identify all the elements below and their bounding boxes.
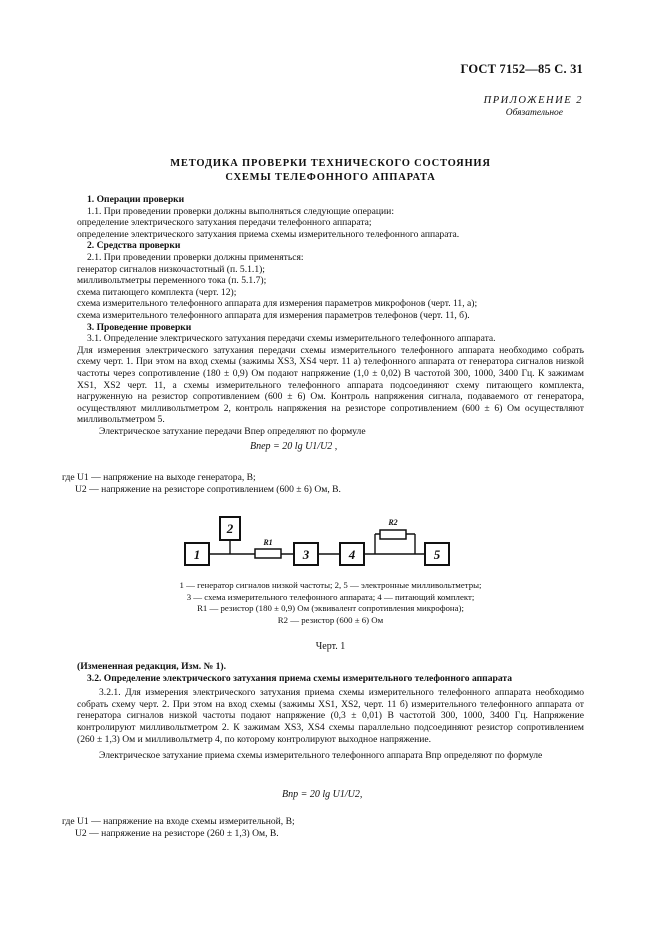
amendment-note: (Измененная редакция, Изм. № 1). — [77, 661, 227, 672]
figure-1-label: Черт. 1 — [315, 641, 346, 652]
formula-1-legend — [62, 472, 582, 495]
title-line-2: СХЕМЫ ТЕЛЕФОННОГО АППАРАТА — [225, 172, 436, 183]
section-3-2-paragraph: 3.2.1. Для измерения электрического затухания приема схемы измерительного телефонного аппарата необходимо собрать схему черт. 2. При этом на вход схемы (зажимы XS1, XS2, черт. 11 б) измерительного телефонного аппарата от генератора сигналов низкой частоты подают напряжение (0,3 ± 0,01) В частотой 300, 1000, 3400 Гц. Напряжение контролируют милливольтметром 2. К зажимам XS3, XS4 схемы параллельно подсоединяют резистор сопротивлением (260 ± 1,3) Ом и милливольтметр 4, по которому контролируют выходное напряжение. — [77, 687, 584, 745]
section-2-line: схема измерительного телефонного аппарата для измерения параметров микрофонов (черт. 11, а); — [77, 298, 478, 310]
formula-2-where: где U1 — напряжение на входе схемы измерительной, В; — [62, 816, 295, 827]
section-3-2-formula-intro: Электрическое затухание приема схемы измерительного телефонного аппарата Bпр определяют по формуле — [99, 750, 543, 762]
section-3-2 — [77, 661, 584, 762]
section-3-paragraph: 3.1. Определение электрического затухания передачи схемы измерительного телефонного аппарата. — [87, 333, 496, 345]
resistor-r1 — [255, 549, 281, 558]
caption-line: 3 — схема измерительного телефонного аппарата; 4 — питающий комплект; — [186, 591, 475, 602]
sections-1-3 — [77, 194, 584, 437]
appendix-type: Обязательное — [505, 108, 563, 118]
caption-line: R1 — резистор (180 ± 0,9) Ом (эквивалент сопротивления микрофона); — [197, 603, 464, 613]
section-2-line: генератор сигналов низкочастотный (п. 5.1.1); — [77, 263, 265, 275]
section-2-line: схема питающего комплекта (черт. 12); — [77, 286, 237, 298]
section-2-heading: 2. Средства проверки — [87, 240, 181, 252]
block-label: 1 — [193, 547, 201, 562]
block-label: 3 — [302, 547, 310, 562]
section-3-heading: 3. Проведение проверки — [87, 321, 192, 333]
block-label: 4 — [348, 547, 356, 562]
section-1-line: 1.1. При проведении проверки должны выполняться следующие операции: — [87, 205, 394, 217]
section-2-line: 2.1. При проведении проверки должны применяться: — [87, 251, 304, 263]
formula-1: Bпер = 20 lg U1/U2 , — [250, 441, 338, 452]
section-1-line: определение электрического затухания передачи телефонного аппарата; — [77, 217, 372, 229]
section-1-line: определение электрического затухания приема схемы измерительного телефонного аппарата. — [77, 228, 460, 240]
caption-line: 1 — генератор сигналов низкой частоты; 2, 5 — электронные милливольтметры; — [179, 580, 482, 590]
formula-2-where: U2 — напряжение на резисторе (260 ± 1,3) Ом, В. — [75, 827, 279, 839]
block-label: 5 — [433, 547, 441, 562]
resistor-label: R2 — [388, 518, 398, 527]
document-title — [0, 157, 661, 185]
resistor-label: R1 — [263, 538, 273, 547]
figure-1-caption — [80, 580, 581, 626]
section-2-line: схема измерительного телефонного аппарата для измерения параметров телефонов (черт. 11, б). — [77, 309, 470, 321]
section-2-line: милливольтметры переменного тока (п. 5.1.7); — [77, 275, 267, 287]
block-label: 2 — [226, 521, 234, 536]
section-3-2-heading: 3.2. Определение электрического затухания приема схемы измерительного телефонного аппарата — [87, 672, 513, 684]
formula-1-where: где U1 — напряжение на выходе генератора, В; — [62, 472, 256, 483]
resistor-r2 — [380, 530, 406, 539]
page-header: ГОСТ 7152—85 С. 31 — [460, 62, 583, 76]
title-line-1: МЕТОДИКА ПРОВЕРКИ ТЕХНИЧЕСКОГО СОСТОЯНИЯ — [170, 158, 491, 169]
section-1-heading: 1. Операции проверки — [87, 194, 185, 205]
appendix-label: ПРИЛОЖЕНИЕ 2 — [483, 95, 583, 106]
formula-2: Bпр = 20 lg U1/U2, — [282, 789, 363, 800]
formula-1-where: U2 — напряжение на резисторе сопротивлением (600 ± 6) Ом, В. — [75, 483, 341, 495]
section-3-formula-intro: Электрическое затухание передачи Bпер определяют по формуле — [99, 425, 366, 437]
formula-2-legend — [62, 816, 582, 839]
section-3-paragraph: Для измерения электрического затухания передачи схемы измерительного телефонного аппарата необходимо собрать схему черт. 1. При этом на вход схемы (зажимы XS3, XS4 черт. 11 а) телефонного аппарата от генератора сигналов низкой частоты через сопротивление (180 ± 0,9) Ом подают напряжение (1,0 ± 0,02) В частотой 300, 1000, 3400 Гц. К зажимам XS1, XS2 черт. 11, а схемы измерительного телефонного аппарата подсоединяют схему питающего комплекта, нагруженную на резистор сопротивлением (600 ± 6) Ом. Контроль напряжения сигнала, подаваемого от генератора, осуществляют милливольтметром 2, контроль напряжения на резисторе сопротивлением (600 ± 6) Ом осуществляют милливольтметром 5. — [77, 344, 584, 426]
circuit-diagram — [170, 512, 470, 576]
caption-line: R2 — резистор (600 ± 6) Ом — [277, 614, 384, 625]
